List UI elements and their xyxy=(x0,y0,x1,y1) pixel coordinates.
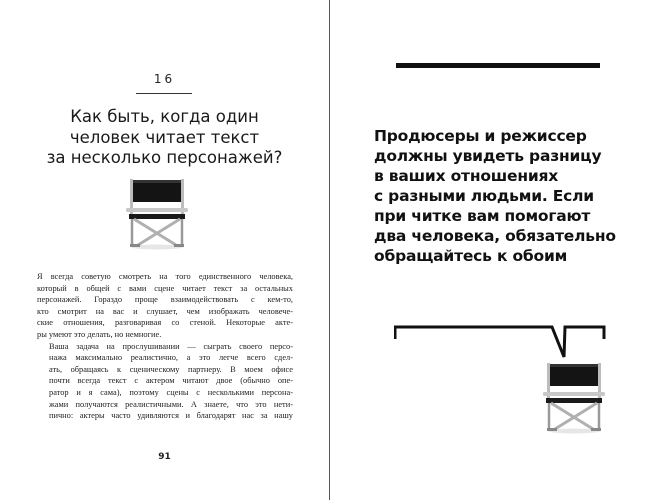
paragraph xyxy=(37,271,293,341)
chapter-title-line: Как быть, когда один xyxy=(70,107,259,126)
decorative-bar xyxy=(396,63,600,68)
directors-chair-graphic xyxy=(541,362,607,434)
chapter-title-line: за несколько персонажей? xyxy=(46,148,283,167)
pull-quote xyxy=(374,126,654,266)
directors-chair-icon xyxy=(541,362,607,434)
body-text xyxy=(37,271,293,422)
chapter-rule xyxy=(136,93,192,94)
text-line: ры умеют это делать, но немногие. xyxy=(37,329,162,339)
text-line: пично: актеры часто удивляются и благодарят нас за нашу xyxy=(49,411,293,421)
chapter-title xyxy=(40,107,289,169)
speech-bubble-line xyxy=(394,325,606,365)
quote-line: должны увидеть разницу xyxy=(374,147,602,165)
directors-chair-icon xyxy=(124,178,190,250)
quote-line: Продюсеры и режиссер xyxy=(374,127,587,145)
quote-line: в ваших отношениях xyxy=(374,167,559,185)
chapter-title-line: человек читает текст xyxy=(69,127,260,147)
quote-line: два человека, обязательно xyxy=(374,227,616,245)
text-line: Я всегда советую смотреть на того единственного человека, xyxy=(37,272,293,281)
text-line: ские отношения, разговаривая со стеной. Некоторые акте- xyxy=(37,318,293,328)
directors-chair-graphic xyxy=(124,178,190,250)
text-line: который в общей с вами сцене читает текст за остальных xyxy=(37,283,293,293)
text-line: Ваша задача на прослушивании — сыграть своего персо- xyxy=(49,341,293,351)
quote-line: обращайтесь к обоим xyxy=(374,247,568,265)
text-line: кто смотрит на вас и слушает, чем изображать человече- xyxy=(37,306,293,316)
chapter-number: 16 xyxy=(153,72,176,86)
text-line: жами получаются реалистичными. А знаете, что это нети- xyxy=(49,399,293,409)
paragraph xyxy=(37,341,293,422)
text-line: ать, обращаясь к сценическому партнеру. В моем офисе xyxy=(49,364,293,374)
text-line: ратор и я сама), поэтому сцены с несколькими персона- xyxy=(49,387,293,397)
quote-line: при читке вам помогают xyxy=(374,207,591,225)
left-page xyxy=(0,0,329,500)
text-line: почти всегда текст с актером читают двое (обычно опе- xyxy=(49,376,293,386)
quote-line: с разными людьми. Если xyxy=(374,187,594,205)
text-line: нажа максимально реалистично, а это легче всего сдел- xyxy=(49,353,293,363)
page-number: 91 xyxy=(158,452,171,462)
text-line: персонажей. Гораздо проще взаимодействовать с кем-то, xyxy=(37,295,293,305)
